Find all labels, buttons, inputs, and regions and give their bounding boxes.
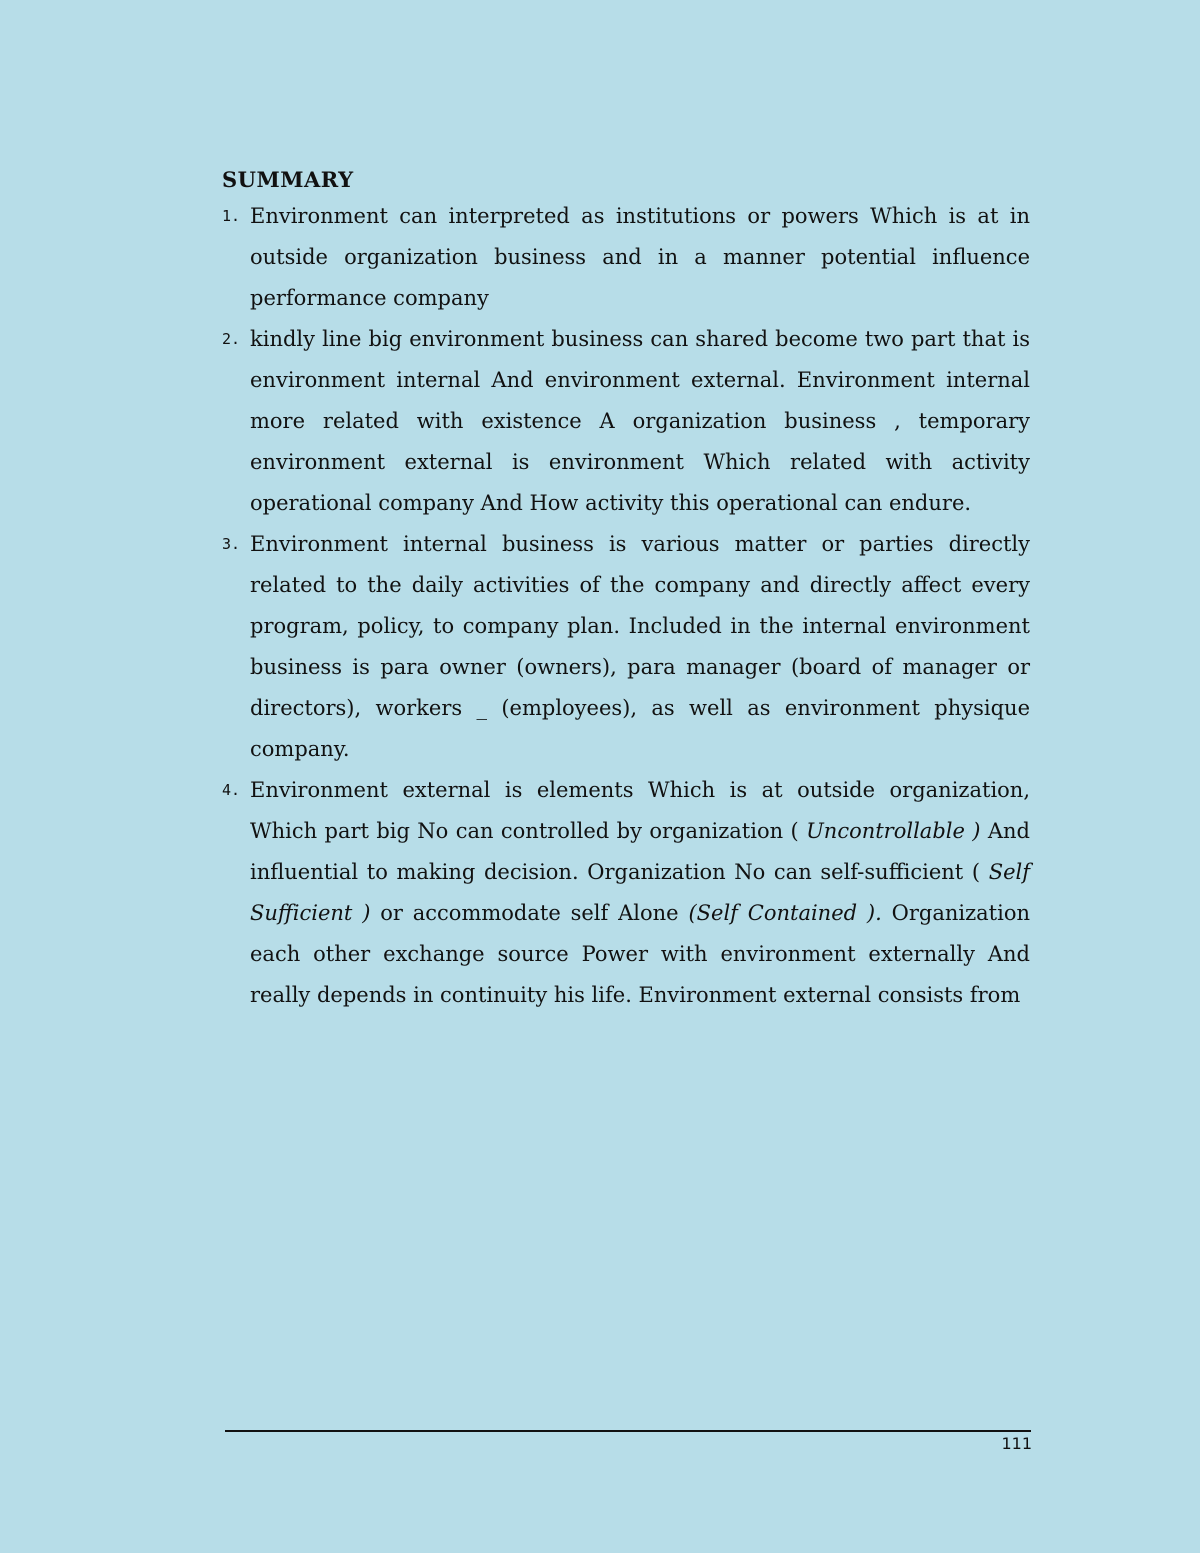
list-item-number: 4.: [222, 781, 241, 799]
text-segment: or accommodate self Alone: [370, 901, 689, 925]
footer-divider: [225, 1430, 1031, 1432]
text-segment: kindly line big environment business can shared become two part that is environment internal And environment external. Environment internal more related with existence A organization business , temporary environment external is environment Which related with activity operational company And How activity this operational can endure.: [250, 327, 1030, 515]
text-segment: Environment can interpreted as institutions or powers Which is at in outside organization business and in a manner potential influence performance company: [250, 204, 1030, 310]
italic-term-uncontrollable: Uncontrollable ): [806, 819, 981, 843]
list-item: [222, 196, 1030, 319]
italic-term-self-sufficient: Self Sufficient ): [250, 860, 1030, 925]
document-page: [222, 166, 1030, 1016]
list-item-text: [250, 770, 1030, 1016]
text-segment: And influential to making decision. Organization No can self-sufficient (: [250, 819, 1031, 884]
text-segment: Environment internal business is various matter or parties directly related to the daily activities of the company and directly affect every program, policy, to company plan. Included in the internal environment business is para owner (owners), para manager (board of manager or directors), workers _ (employees), as well as environment physique company.: [250, 532, 1030, 761]
list-item: [222, 319, 1030, 524]
summary-list: [222, 196, 1030, 1016]
list-item-number: 1.: [222, 207, 241, 225]
list-item: [222, 524, 1030, 770]
text-segment: Organization each other exchange source Power with environment externally And really depends in continuity his life. Environment external consists from: [250, 901, 1030, 1007]
list-item: [222, 770, 1030, 1016]
list-item-text: [250, 524, 1030, 770]
italic-term-self-contained: (Self Contained ).: [688, 901, 882, 925]
list-item-text: [250, 319, 1030, 524]
page-number: 111: [1001, 1434, 1032, 1453]
list-item-number: 2.: [222, 330, 241, 348]
list-item-text: [250, 196, 1030, 319]
summary-heading: SUMMARY: [222, 167, 354, 192]
text-segment: Environment external is elements Which is at outside organization, Which part big No can controlled by organization (: [250, 778, 1030, 843]
list-item-number: 3.: [222, 535, 241, 553]
